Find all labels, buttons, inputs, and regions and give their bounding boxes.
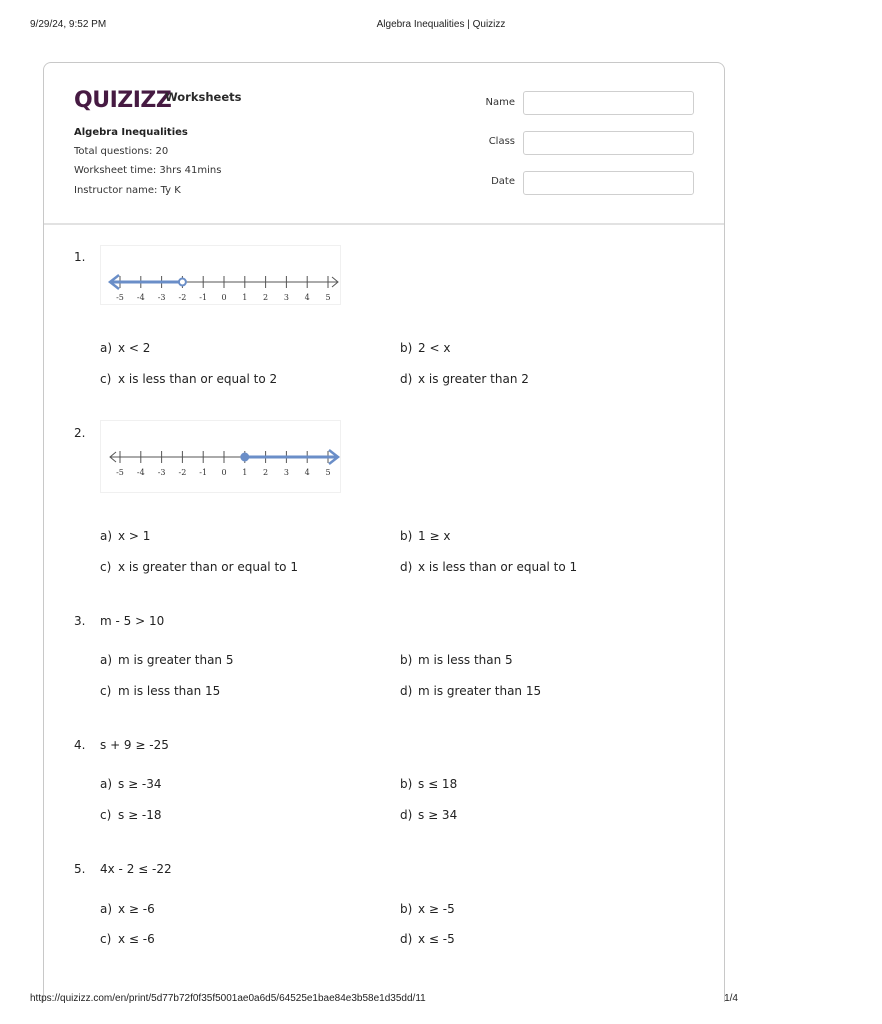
question-2-option-d: d) x is less than or equal to 1 xyxy=(400,560,578,574)
open-endpoint xyxy=(179,279,186,286)
question-2-option-b: b) 1 ≥ x xyxy=(400,529,451,543)
print-tab-title: Algebra Inequalities | Quizizz xyxy=(376,19,506,30)
date-field[interactable] xyxy=(523,171,694,195)
quizizz-logo xyxy=(74,85,172,113)
question-2-option-a: a) x > 1 xyxy=(100,529,151,543)
question-3-option-c: c) m is less than 15 xyxy=(100,684,221,698)
tick-label: -2 xyxy=(178,468,187,477)
tick-label: 0 xyxy=(221,293,227,302)
tick-label: 0 xyxy=(221,468,227,477)
tick-label: 4 xyxy=(304,468,310,477)
question-5-text: 4x - 2 ≤ -22 xyxy=(100,862,172,876)
print-page-number: 1/4 xyxy=(724,993,738,1004)
question-1-option-d: d) x is greater than 2 xyxy=(400,372,529,386)
tick-label: 3 xyxy=(283,468,289,477)
closed-endpoint xyxy=(241,454,248,461)
question-2-number: 2. xyxy=(74,426,86,440)
date-label: Date xyxy=(491,176,515,187)
tick-label: -3 xyxy=(157,468,166,477)
name-field[interactable] xyxy=(523,91,694,115)
worksheet-title: Algebra Inequalities xyxy=(74,127,188,138)
question-4-number: 4. xyxy=(74,738,86,752)
tick-label: 1 xyxy=(242,468,248,477)
question-5-number: 5. xyxy=(74,862,86,876)
class-label: Class xyxy=(488,136,515,147)
worksheet-time: Worksheet time: 3hrs 41mins xyxy=(74,165,222,176)
tick-label: 2 xyxy=(263,293,269,302)
question-5-option-c: c) x ≤ -6 xyxy=(100,932,155,946)
tick-label: -1 xyxy=(199,293,208,302)
total-questions: Total questions: 20 xyxy=(74,146,169,157)
question-3-option-b: b) m is less than 5 xyxy=(400,653,513,667)
tick-label: 5 xyxy=(325,468,331,477)
tick-label: -2 xyxy=(178,293,187,302)
quizizz-logo-text: QUIZIZZ xyxy=(74,88,172,113)
question-3-text: m - 5 > 10 xyxy=(100,614,165,628)
print-datetime: 9/29/24, 9:52 PM xyxy=(30,19,107,30)
question-4-option-b: b) s ≤ 18 xyxy=(400,777,458,791)
tick-label: -1 xyxy=(199,468,208,477)
class-field[interactable] xyxy=(523,131,694,155)
question-1-option-b: b) 2 < x xyxy=(400,341,451,355)
question-4-option-d: d) s ≥ 34 xyxy=(400,808,458,822)
question-3-option-a: a) m is greater than 5 xyxy=(100,653,234,667)
question-3-number: 3. xyxy=(74,614,86,628)
question-2-option-c: c) x is greater than or equal to 1 xyxy=(100,560,298,574)
question-4-option-c: c) s ≥ -18 xyxy=(100,808,162,822)
question-4-text: s + 9 ≥ -25 xyxy=(100,738,169,752)
tick-label: -4 xyxy=(136,293,145,302)
tick-label: 3 xyxy=(283,293,289,302)
question-5-option-a: a) x ≥ -6 xyxy=(100,902,155,916)
tick-label: 4 xyxy=(304,293,310,302)
question-3-option-d: d) m is greater than 15 xyxy=(400,684,542,698)
question-1-option-c: c) x is less than or equal to 2 xyxy=(100,372,278,386)
worksheets-label: Worksheets xyxy=(165,90,242,104)
print-footer xyxy=(0,993,768,1007)
tick-label: 1 xyxy=(242,293,248,302)
question-1-option-a: a) x < 2 xyxy=(100,341,151,355)
worksheet-header xyxy=(44,63,724,225)
tick-label: -4 xyxy=(136,468,145,477)
instructor-name: Instructor name: Ty K xyxy=(74,185,181,196)
tick-label: -3 xyxy=(157,293,166,302)
tick-label: 5 xyxy=(325,293,331,302)
name-label: Name xyxy=(485,97,515,108)
print-header xyxy=(0,19,768,33)
tick-label: -5 xyxy=(116,468,124,477)
question-5-option-b: b) x ≥ -5 xyxy=(400,902,455,916)
question-2-number-line xyxy=(100,420,341,493)
print-url: https://quizizz.com/en/print/5d77b72f0f35f5001ae0a6d5/64525e1bae84e3b58e1d35dd/11 xyxy=(30,993,426,1004)
question-5-option-d: d) x ≤ -5 xyxy=(400,932,455,946)
question-1-number-line xyxy=(100,245,341,305)
tick-label: -5 xyxy=(116,293,124,302)
question-4-option-a: a) s ≥ -34 xyxy=(100,777,162,791)
question-1-number: 1. xyxy=(74,250,86,264)
tick-label: 2 xyxy=(263,468,269,477)
